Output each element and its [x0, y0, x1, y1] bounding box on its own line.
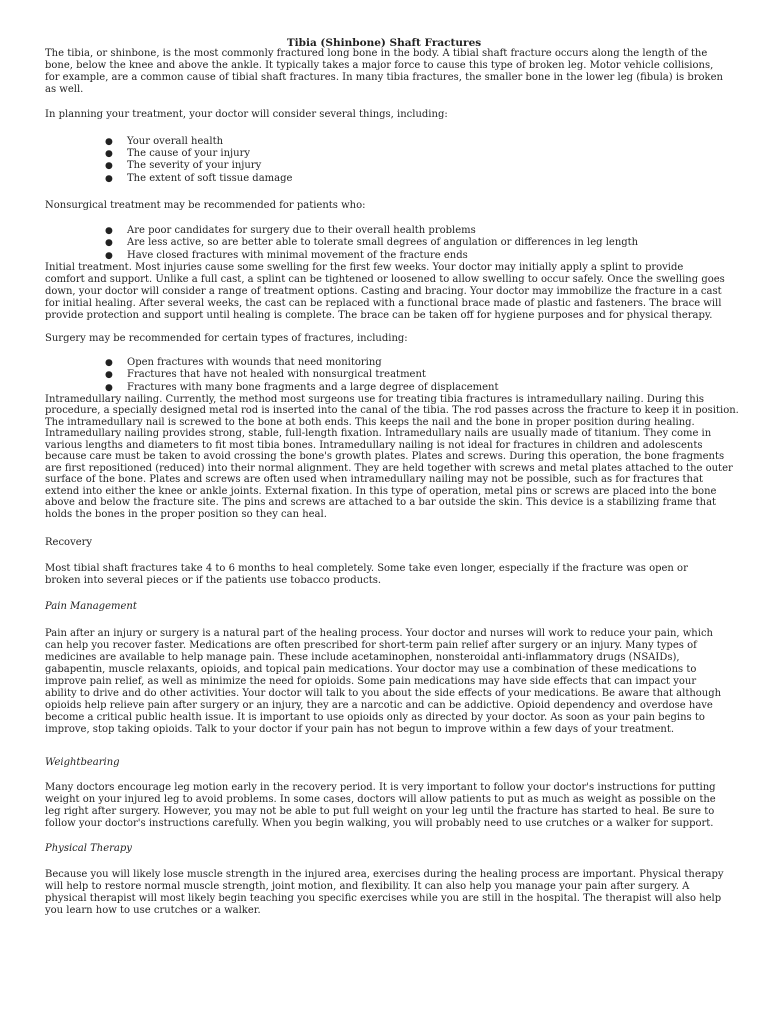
bullet-icon: ●: [105, 149, 113, 159]
list-item: The severity of your injury: [127, 160, 262, 171]
text-line: holds the bones in the proper position so they can heal.: [45, 509, 327, 520]
list-item: The extent of soft tissue damage: [127, 173, 293, 184]
list-item: The cause of your injury: [127, 148, 251, 159]
surgery-intro: Surgery may be recommended for certain types of fractures, including:: [45, 333, 408, 344]
pain-management-paragraph: Pain after an injury or surgery is a natural part of the healing process. Your doctor and nurses will work to reduce your pain, which can help you recover faster. Medications are often prescribed for short-term pain relief after surgery or an injury. Many types of medicines are available to help manage pain. These include acetaminophen, nonsteroidal anti-inflammatory drugs (NSAIDs), gabapentin, muscle relaxants, opioids, and topical pain medications. Your doctor may use a combination of these medications to improve pain relief, as well as minimize the need for opioids. Some pain medications may have side effects that can impact your ability to drive and do other activities. Your doctor will talk to you about the side effects of your medications. Be aware that although opioids help relieve pain after surgery or an injury, they are a narcotic and can be addictive. Opioid dependency and overdose have become a critical public health issue. It is important to use opioids only as directed by your doctor. As soon as your pain begins to improve, stop taking opioids. Talk to your doctor if your pain has not begun to improve within a few days of your treatment.: [45, 628, 722, 735]
bullet-icon: ●: [105, 174, 113, 184]
bullet-icon: ●: [105, 161, 113, 171]
list-item: Open fractures with wounds that need monitoring: [127, 357, 382, 368]
bullet-icon: ●: [105, 358, 113, 368]
initial-treatment-paragraph: Initial treatment. Most injuries cause some swelling for the first few weeks. Your doctor may initially apply a splint to provide comfort and support. Unlike a full cast, a splint can be tightened or loosened to allow swelling to occur safely. Once the swelling goes down, your doctor will consider a range of treatment options. Casting and bracing. Your doctor may immobilize the fracture in a cast for initial healing. After several weeks, the cast can be replaced with a functional brace made of plastic and fasteners. The brace will provide protection and support until healing is complete. The brace can be taken off for hygiene purposes and for physical therapy.: [45, 262, 725, 321]
planning-paragraph: In planning your treatment, your doctor will consider several things, including:: [45, 109, 448, 120]
list-item: Fractures with many bone fragments and a large degree of displacement: [127, 382, 499, 393]
text-line: are first repositioned (reduced) into their normal alignment. They are held together with screws and metal plates attached to the outer: [45, 463, 733, 474]
text-line: Intramedullary nailing. Currently, the method most surgeons use for treating tibia fractures is intramedullary nailing. During this: [45, 394, 705, 405]
bullet-icon: ●: [105, 251, 113, 261]
weightbearing-heading: Weightbearing: [45, 757, 120, 768]
text-line: Intramedullary nailing provides strong, stable, full-length fixation. Intramedullary nails are usually made of titanium. They come in: [45, 428, 712, 439]
text-line: because care must be taken to avoid crossing the bone's growth plates. Plates and screws. During this operation, the bone fragments: [45, 451, 725, 462]
text-line: procedure, a specially designed metal rod is inserted into the canal of the tibia. The rod passes across the fracture to keep it in position.: [45, 405, 739, 416]
bullet-icon: ●: [105, 226, 113, 236]
recovery-paragraph: Most tibial shaft fractures take 4 to 6 months to heal completely. Some take even longer, especially if the fracture was open or broken into several pieces or if the patients use tobacco products.: [45, 563, 688, 586]
bullet-icon: ●: [105, 383, 113, 393]
text-line: extend into either the knee or ankle joints. External fixation. In this type of operation, metal pins or screws are placed into the bone: [45, 486, 717, 497]
text-line: various lengths and diameters to fit most tibia bones. Intramedullary nailing is not ideal for fractures in children and adolescents: [45, 440, 703, 451]
list-item: Are less active, so are better able to tolerate small degrees of angulation or differences in leg length: [127, 237, 639, 248]
text-line: surface of the bone. Plates and screws are often used when intramedullary nailing may not be possible, such as for fractures that: [45, 474, 703, 485]
list-item: Your overall health: [127, 136, 224, 147]
bullet-icon: ●: [105, 370, 113, 380]
nonsurgical-intro: Nonsurgical treatment may be recommended for patients who:: [45, 200, 366, 211]
physical-therapy-heading: Physical Therapy: [45, 843, 132, 854]
document-title: Tibia (Shinbone) Shaft Fractures: [286, 37, 482, 49]
list-item: Are poor candidates for surgery due to their overall health problems: [127, 225, 476, 236]
list-item: Have closed fractures with minimal movement of the fracture ends: [127, 250, 468, 261]
bullet-icon: ●: [105, 238, 113, 248]
recovery-heading: Recovery: [45, 537, 93, 548]
list-item: Fractures that have not healed with nonsurgical treatment: [127, 369, 426, 380]
text-line: above and below the fracture site. The pins and screws are attached to a bar outside the skin. This device is a stabilizing frame that: [45, 497, 717, 508]
bullet-icon: ●: [105, 137, 113, 147]
weightbearing-paragraph: Many doctors encourage leg motion early in the recovery period. It is very important to follow your doctor's instructions for putting weight on your injured leg to avoid problems. In some cases, doctors will allow patients to put as much as weight as possible on the leg right after surgery. However, you may not be able to put full weight on your leg until the fracture has started to heal. Be sure to follow your doctor's instructions carefully. When you begin walking, you will probably need to use crutches or a walker for support.: [45, 782, 716, 829]
pain-management-heading: Pain Management: [45, 601, 137, 612]
physical-therapy-paragraph: Because you will likely lose muscle strength in the injured area, exercises during the healing process are important. Physical therapy will help to restore normal muscle strength, joint motion, and flexibility. It can also help you manage your pain after surgery. A physical therapist will most likely begin teaching you specific exercises while you are still in the hospital. The therapist will also help you learn how to use crutches or a walker.: [45, 869, 724, 916]
text-line: The intramedullary nail is screwed to the bone at both ends. This keeps the nail and the bone in proper position during healing.: [45, 417, 695, 428]
intro-paragraph: The tibia, or shinbone, is the most commonly fractured long bone in the body. A tibial shaft fracture occurs along the length of the bone, below the knee and above the ankle. It typically takes a major force to cause this type of broken leg. Motor vehicle collisions, for example, are a common cause of tibial shaft fractures. In many tibia fractures, the smaller bone in the lower leg (fibula) is broken as well.: [45, 48, 723, 95]
